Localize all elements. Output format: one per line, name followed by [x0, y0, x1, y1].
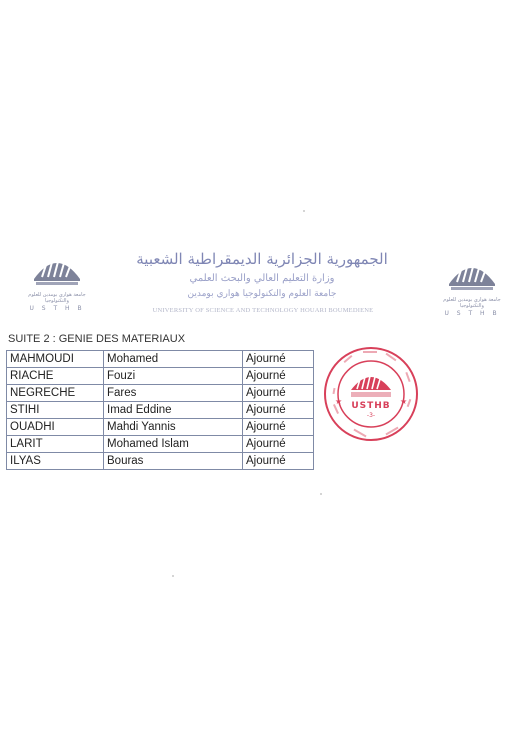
logo-acronym: U S T H B	[444, 310, 500, 317]
status-cell: Ajourné	[243, 402, 314, 419]
table-row	[7, 385, 314, 402]
table-row	[7, 351, 314, 368]
table-row	[7, 368, 314, 385]
table-row	[7, 453, 314, 470]
table-row	[7, 402, 314, 419]
last-name-cell: STIHI	[7, 402, 104, 419]
svg-text:USTHB: USTHB	[351, 401, 391, 411]
section-title: SUITE 2 : GENIE DES MATERIAUX	[8, 333, 186, 345]
first-name-cell: Fares	[104, 385, 243, 402]
scan-speck	[172, 575, 174, 577]
first-name-cell: Mohamed Islam	[104, 436, 243, 453]
last-name-cell: MAHMOUDI	[7, 351, 104, 368]
status-cell: Ajourné	[243, 368, 314, 385]
last-name-cell: NEGRECHE	[7, 385, 104, 402]
last-name-cell: OUADHI	[7, 419, 104, 436]
university-logo-right	[443, 248, 501, 318]
logo-acronym: U S T H B	[29, 305, 85, 312]
last-name-cell: ILYAS	[7, 453, 104, 470]
svg-text:-3-: -3-	[366, 412, 376, 419]
scan-speck	[320, 493, 322, 495]
header-ministry: وزارة التعليم العالي والبحث العلمي	[189, 273, 335, 284]
logo-arabic-text: جامعة هواري بومدين للعلوم والتكنولوجيا	[28, 292, 86, 304]
status-cell: Ajourné	[243, 436, 314, 453]
faculty-stamp	[323, 346, 419, 442]
students-table	[6, 350, 314, 470]
status-cell: Ajourné	[243, 453, 314, 470]
logo-arabic-text: جامعة هواري بومدين للعلوم والتكنولوجيا	[443, 297, 501, 309]
first-name-cell: Mahdi Yannis	[104, 419, 243, 436]
last-name-cell: RIACHE	[7, 368, 104, 385]
header-university-english: UNIVERSITY OF SCIENCE AND TECHNOLOGY HOUARI BOUMEDIENE	[152, 307, 374, 314]
status-cell: Ajourné	[243, 419, 314, 436]
first-name-cell: Mohamed	[104, 351, 243, 368]
status-cell: Ajourné	[243, 351, 314, 368]
table-row	[7, 436, 314, 453]
first-name-cell: Fouzi	[104, 368, 243, 385]
university-building-icon	[443, 248, 501, 298]
header-republic: الجمهورية الجزائرية الديمقراطية الشعبية	[136, 250, 388, 268]
svg-text:★: ★	[400, 397, 408, 406]
header-university-arabic: جامعة العلوم والتكنولوجيا هواري بومدين	[187, 289, 337, 299]
first-name-cell: Imad Eddine	[104, 402, 243, 419]
scan-speck	[303, 210, 305, 212]
university-building-icon	[28, 243, 86, 293]
last-name-cell: LARIT	[7, 436, 104, 453]
university-logo-left	[28, 243, 86, 313]
first-name-cell: Bouras	[104, 453, 243, 470]
status-cell: Ajourné	[243, 385, 314, 402]
svg-text:★: ★	[335, 397, 343, 406]
table-row	[7, 419, 314, 436]
